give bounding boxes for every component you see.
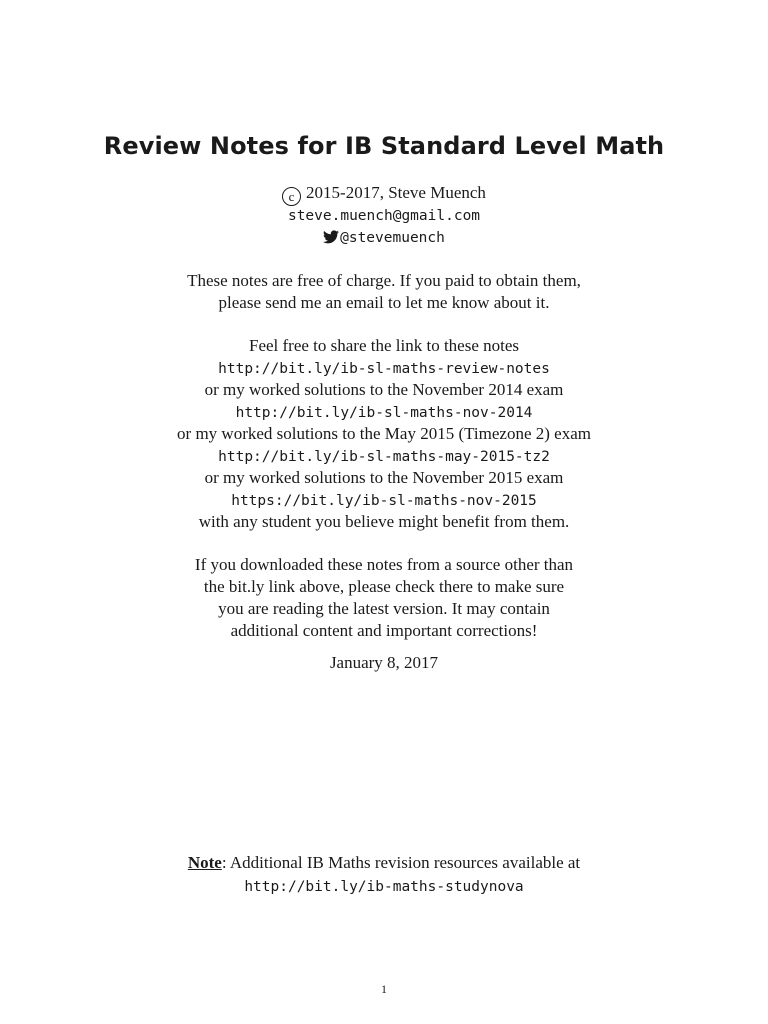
note-text: : Additional IB Maths revision resources available at [221,853,581,872]
link-studynova[interactable]: http://bit.ly/ib-maths-studynova [244,879,524,895]
note-label: Note [187,853,222,872]
document-title: Review Notes for IB Standard Level Math [103,132,665,160]
note-line [0,852,768,874]
copyright-text: 2015-2017, Steve Muench [306,183,486,202]
link-nov-2015[interactable]: https://bit.ly/ib-sl-maths-nov-2015 [231,493,537,509]
share-intro: Feel free to share the link to these notes [248,336,520,355]
copyright-line [0,182,768,206]
link-may-2015-tz2[interactable]: http://bit.ly/ib-sl-maths-may-2015-tz2 [218,449,550,465]
download-notice-line-3: you are reading the latest version. It may contain [218,599,550,618]
twitter-bird-icon [323,230,339,244]
page-number: 1 [381,982,387,996]
share-nov2014-text: or my worked solutions to the November 2014 exam [204,380,564,399]
twitter-handle: @stevemuench [340,230,445,246]
link-review-notes[interactable]: http://bit.ly/ib-sl-maths-review-notes [218,361,550,377]
document-date: January 8, 2017 [329,653,439,672]
copyright-circle-icon: c [282,187,301,206]
download-notice-line-2: the bit.ly link above, please check there to make sure [203,577,565,596]
share-may2015-text: or my worked solutions to the May 2015 (Timezone 2) exam [177,424,591,443]
share-nov2015-text: or my worked solutions to the November 2015 exam [204,468,564,487]
link-nov-2014[interactable]: http://bit.ly/ib-sl-maths-nov-2014 [235,405,533,421]
free-notice-line-1: These notes are free of charge. If you paid to obtain them, [187,271,581,290]
twitter-line[interactable] [0,227,768,249]
author-email[interactable]: steve.muench@gmail.com [287,208,481,224]
download-notice-line-4: additional content and important corrections! [230,621,538,640]
share-outro: with any student you believe might benefit from them. [198,512,570,531]
download-notice-line-1: If you downloaded these notes from a source other than [194,555,574,574]
free-notice-line-2: please send me an email to let me know about it. [218,293,550,312]
